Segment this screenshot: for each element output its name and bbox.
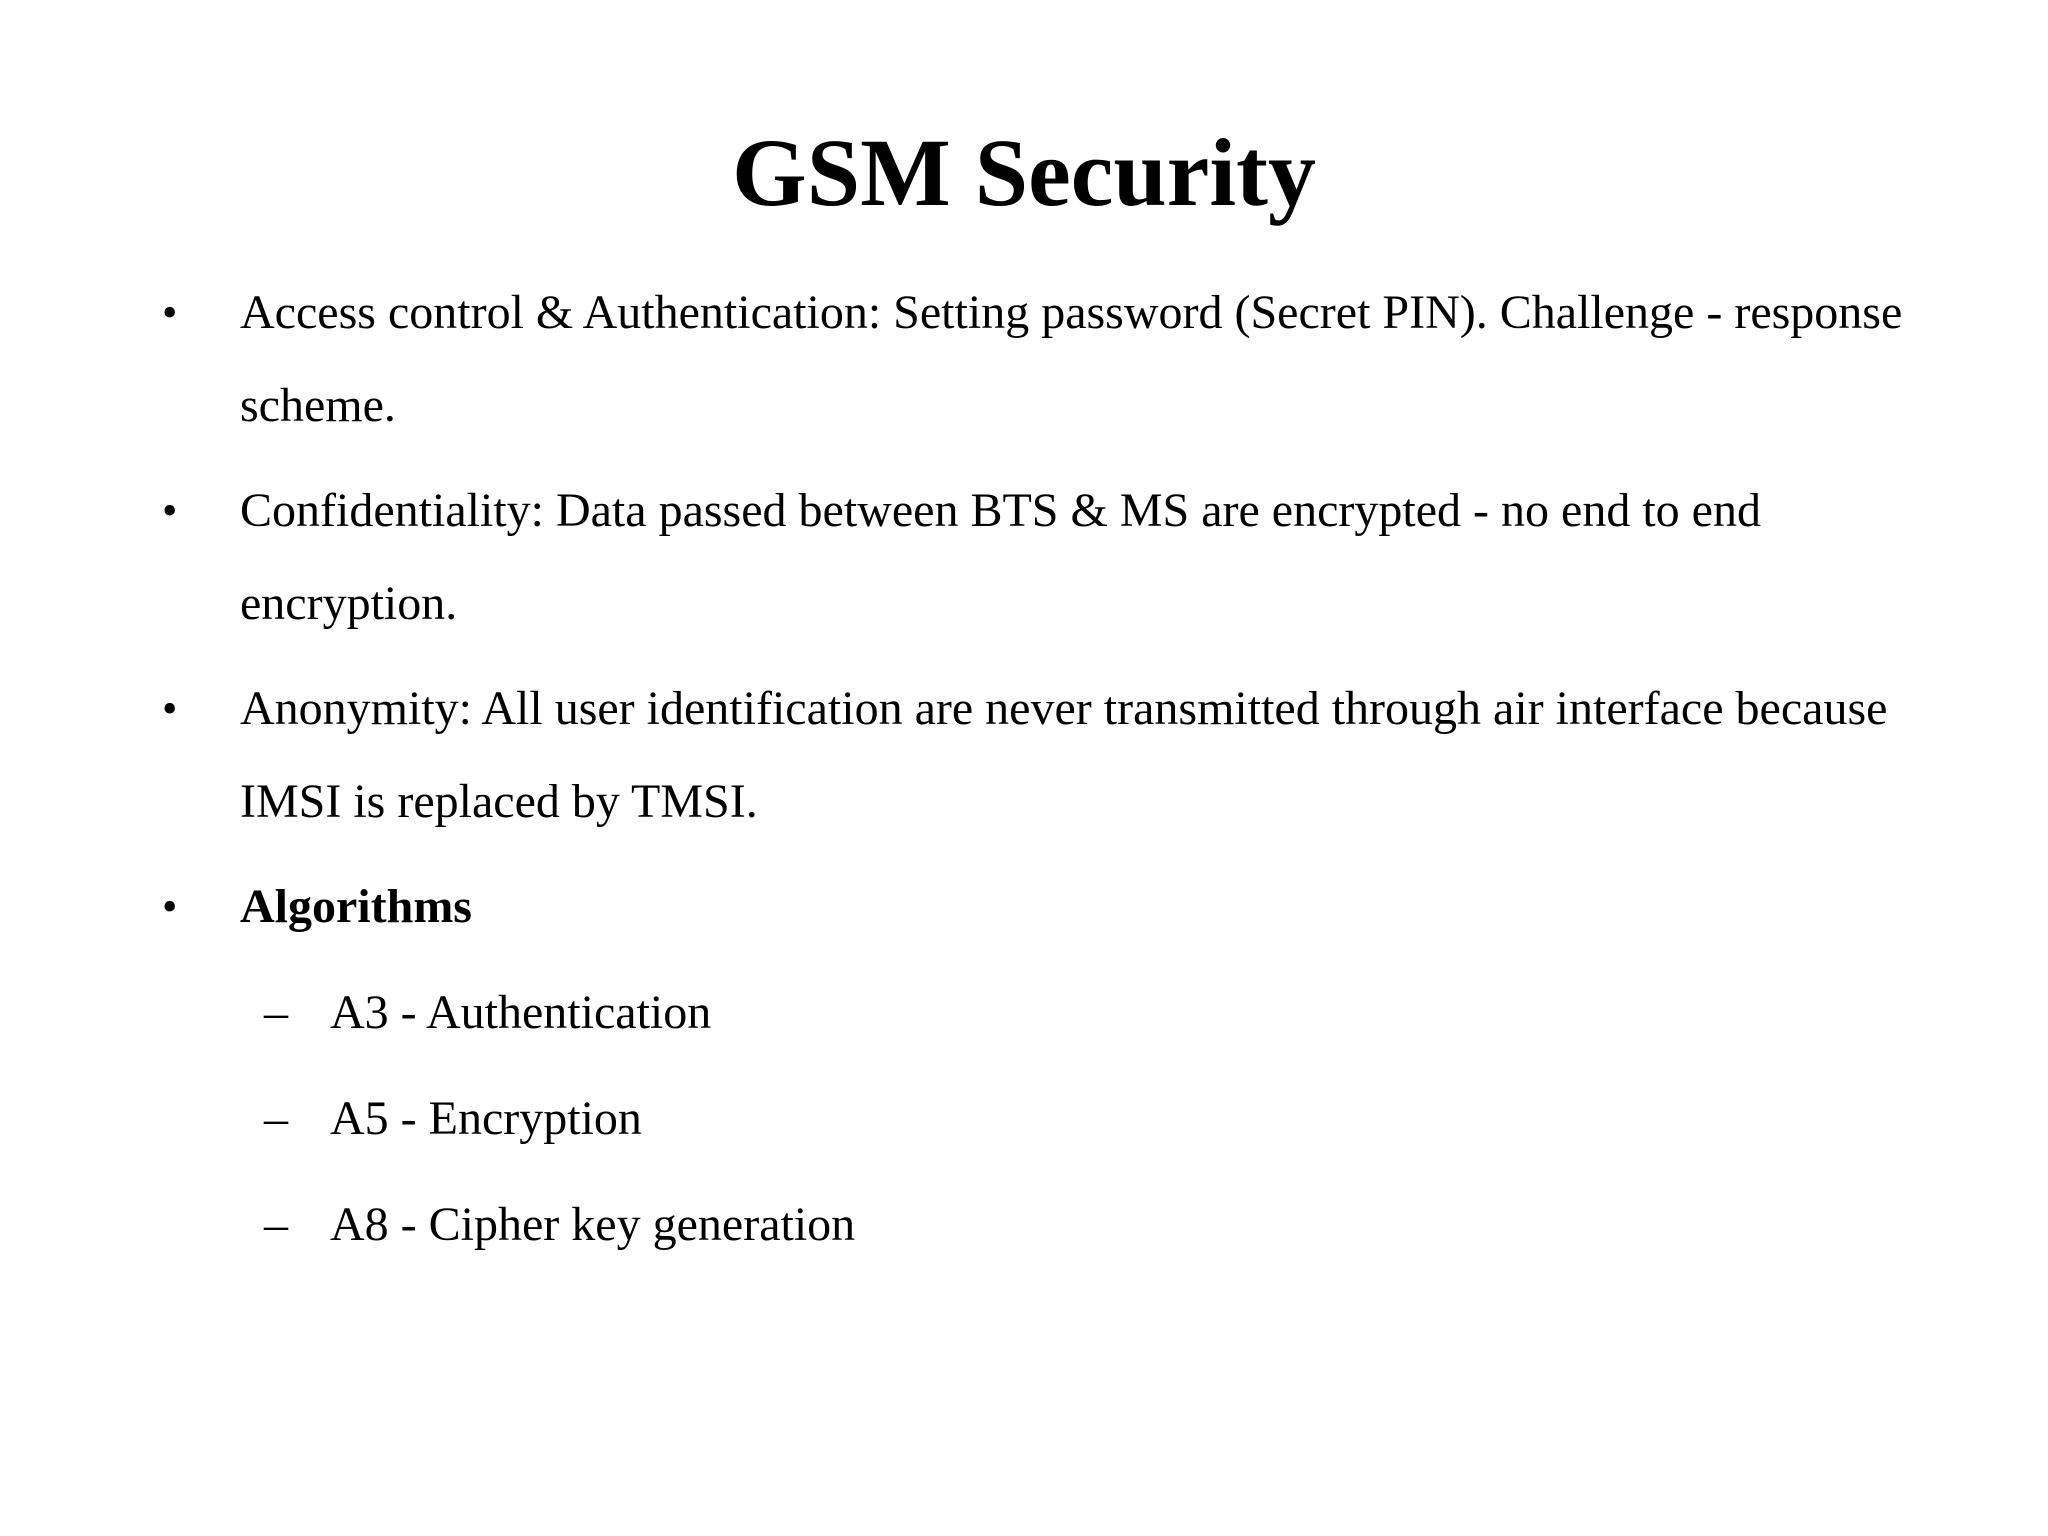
dash-icon: – [264, 986, 288, 1039]
sub-item-text: A5 - Encryption [330, 1092, 642, 1145]
bullet-text: Anonymity: All user identification are never transmitted through air interface because IMSI is replaced by TMSI. [240, 682, 1888, 828]
bullet-item [162, 662, 1920, 848]
bullet-text: Confidentiality: Data passed between BTS & MS are encrypted - no end to end encryption. [240, 484, 1761, 630]
sub-item-text: A8 - Cipher key generation [330, 1198, 856, 1251]
bullet-icon: • [162, 684, 178, 733]
bullet-icon: • [162, 882, 178, 931]
sub-item [264, 966, 1830, 1059]
slide-title: GSM Security [732, 119, 1316, 226]
bullet-item [162, 464, 1920, 650]
bullet-text-algorithms: Algorithms [240, 880, 472, 933]
bullet-icon: • [162, 288, 178, 337]
bullet-item [162, 860, 1920, 953]
bullet-text: Access control & Authentication: Setting password (Secret PIN). Challenge - response scheme. [240, 286, 1903, 432]
dash-icon: – [264, 1198, 288, 1251]
sub-item [264, 1178, 1830, 1271]
sub-item-text: A3 - Authentication [330, 986, 712, 1039]
bullet-item [162, 266, 1920, 452]
bullet-icon: • [162, 486, 178, 535]
dash-icon: – [264, 1092, 288, 1145]
sub-item [264, 1072, 1830, 1165]
